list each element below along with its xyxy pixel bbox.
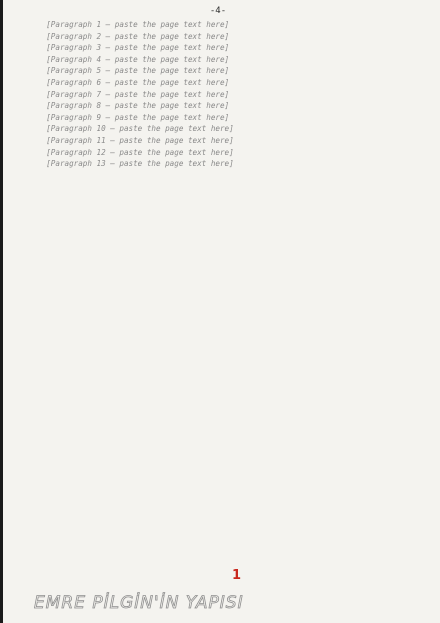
paragraph-5: [Paragraph 5 — paste the page text here] — [46, 66, 230, 76]
page-number: -4- — [209, 6, 227, 16]
paragraph-1: [Paragraph 1 — paste the page text here] — [46, 20, 230, 29]
paragraph-9: [Paragraph 9 — paste the page text here] — [46, 112, 230, 122]
paragraph-3: [Paragraph 3 — paste the page text here] — [46, 43, 230, 53]
paragraph-7: [Paragraph 7 — paste the page text here] — [46, 89, 230, 99]
signature-lettering: EMRE PİLGİN'İN YAPISI — [34, 593, 244, 613]
paragraph-6: [Paragraph 6 — paste the page text here] — [46, 77, 230, 87]
handwritten-red-mark: 1 — [232, 568, 242, 583]
paragraph-10: [Paragraph 10 — paste the page text here] — [46, 124, 234, 134]
pencil-signature — [32, 585, 332, 615]
paragraph-11: [Paragraph 11 — paste the page text here] — [46, 135, 234, 145]
paragraph-2: [Paragraph 2 — paste the page text here] — [46, 31, 230, 41]
paragraph-4: [Paragraph 4 — paste the page text here] — [46, 54, 230, 64]
paragraph-8: [Paragraph 8 — paste the page text here] — [46, 101, 230, 111]
paragraph-12: [Paragraph 12 — paste the page text here] — [46, 147, 234, 157]
page-body — [28, 20, 418, 560]
paragraph-13: [Paragraph 13 — paste the page text here] — [46, 159, 234, 169]
